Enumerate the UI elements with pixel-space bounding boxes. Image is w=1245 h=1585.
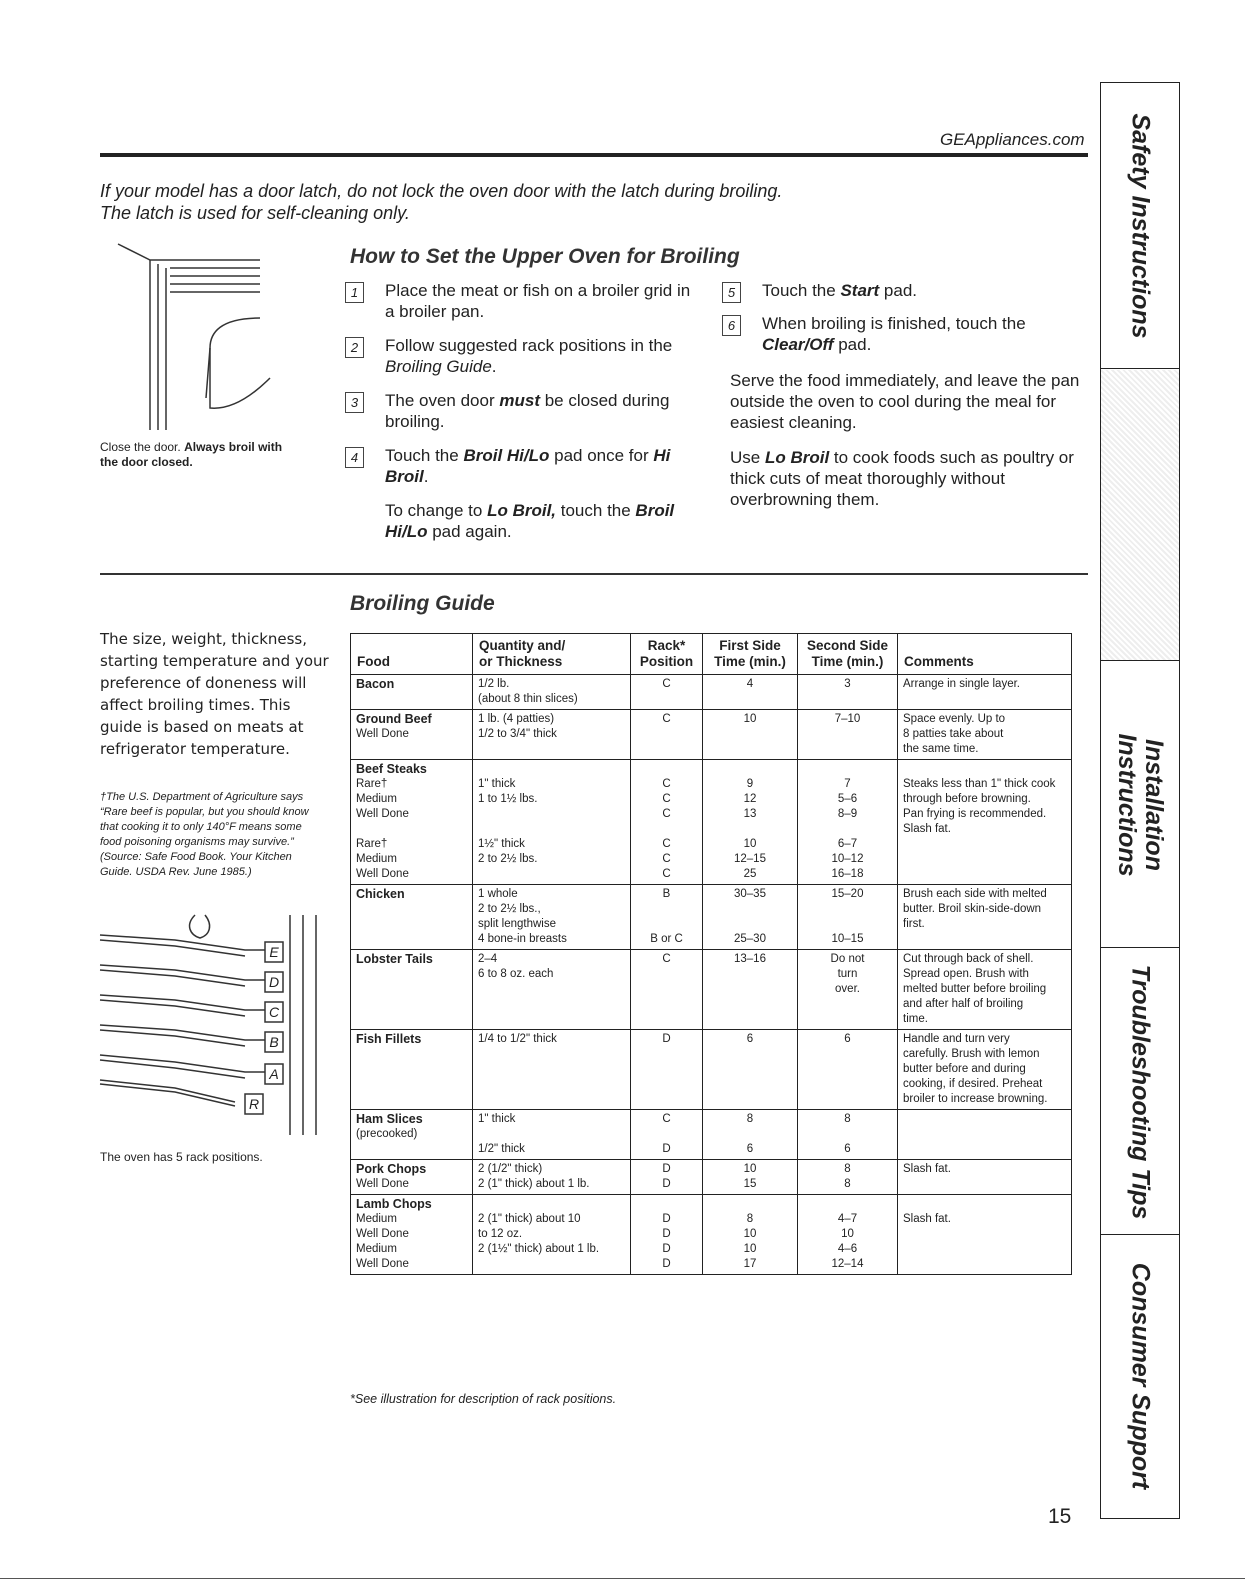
rack-cell: C — [631, 675, 703, 710]
food-doneness: Well Done — [356, 1178, 409, 1190]
comments-cell: Slash fat. — [898, 1160, 1072, 1195]
food-cell — [351, 710, 473, 760]
first-side-cell: 6 — [703, 1030, 798, 1110]
food-cell — [351, 1160, 473, 1195]
second-side-cell: 3 — [798, 675, 898, 710]
food-cell — [351, 885, 473, 950]
rack-label: R — [248, 1096, 260, 1112]
comments-cell: Slash fat. — [898, 1195, 1072, 1275]
step-6: 6 When broiling is finished, touch the Clear/Off pad. — [722, 313, 1082, 357]
food-doneness: Medium Well Done Medium Well Done — [356, 1213, 409, 1270]
step-emphasis: Start — [840, 281, 880, 300]
food-name: Bacon — [356, 677, 395, 691]
tab-label: Safety Instructions — [1126, 112, 1155, 339]
tab-label: Installation Instructions — [1113, 732, 1168, 877]
col-header-rack: Rack* Position — [631, 634, 703, 675]
step-1 — [345, 280, 705, 324]
oven-door-illustration — [110, 238, 290, 438]
quantity-cell: 1" thick 1 to 1½ lbs. 1½" thick 2 to 2½ lbs. — [473, 760, 631, 885]
food-name: Ham Slices — [356, 1112, 423, 1126]
rack-label: C — [268, 1004, 280, 1020]
second-side-cell: 15–20 10–15 — [798, 885, 898, 950]
quantity-cell: 2 (1" thick) about 10 to 12 oz. 2 (1½" thick) about 1 lb. — [473, 1195, 631, 1275]
door-caption — [100, 440, 300, 470]
food-name: Fish Fillets — [356, 1032, 422, 1046]
section-tabs — [1100, 82, 1180, 1519]
food-name: Beef Steaks — [356, 762, 427, 776]
lo-broil-instructions: To change to Lo Broil, touch the Broil Hi/Lo pad again. — [385, 501, 675, 541]
tab-troubleshooting-tips[interactable] — [1101, 949, 1179, 1235]
table-header-row — [351, 634, 1072, 675]
table-row — [351, 710, 1072, 760]
comments-cell — [898, 1110, 1072, 1160]
food-cell — [351, 950, 473, 1030]
food-doneness: Rare† Medium Well Done Rare† Medium Well Done — [356, 778, 409, 880]
comments-cell: Arrange in single layer. — [898, 675, 1072, 710]
door-caption-bold: Always broil with the door closed. — [100, 440, 283, 469]
rack-positions-illustration — [95, 910, 325, 1140]
food-cell — [351, 1110, 473, 1160]
food-doneness: (precooked) — [356, 1128, 418, 1140]
table-row — [351, 1030, 1072, 1110]
comments-cell: Handle and turn very carefully. Brush with lemon butter before and during cooking, if desired. Preheat broiler to increase browning. — [898, 1030, 1072, 1110]
tab-installation-instructions[interactable] — [1101, 662, 1179, 948]
first-side-cell: 9 12 13 10 12–15 25 — [703, 760, 798, 885]
step-text: When broiling is finished, touch the — [762, 314, 1026, 333]
table-row — [351, 760, 1072, 885]
step-4: 4 Touch the Broil Hi/Lo pad once for Hi Broil. — [345, 445, 705, 489]
rack-cell: D D D D — [631, 1195, 703, 1275]
second-side-cell: 8 6 — [798, 1110, 898, 1160]
site-url: GEAppliances.com — [940, 130, 1085, 149]
step-number: 6 — [722, 315, 741, 336]
step-number: 1 — [345, 282, 364, 303]
guide-title: Broiling Guide — [350, 592, 495, 615]
rack-label: E — [269, 944, 279, 960]
quantity-cell: 2 (1/2" thick) 2 (1" thick) about 1 lb. — [473, 1160, 631, 1195]
step-text: Touch the — [762, 281, 841, 300]
rack-cell: D — [631, 1030, 703, 1110]
food-cell — [351, 1195, 473, 1275]
col-header-first-side: First Side Time (min.) — [703, 634, 798, 675]
second-side-cell: Do not turn over. — [798, 950, 898, 1030]
first-side-cell: 10 — [703, 710, 798, 760]
second-side-cell: 8 8 — [798, 1160, 898, 1195]
rack-note: *See illustration for description of rack positions. — [350, 1392, 617, 1406]
quantity-cell: 1/4 to 1/2" thick — [473, 1030, 631, 1110]
table-row — [351, 950, 1072, 1030]
col-header-comments: Comments — [898, 634, 1072, 675]
tab-label: Troubleshooting Tips — [1126, 964, 1155, 1219]
first-side-cell: 30–35 25–30 — [703, 885, 798, 950]
how-to-title: How to Set the Upper Oven for Broiling — [350, 245, 740, 268]
table-row — [351, 1110, 1072, 1160]
door-caption-plain: Close the door. — [100, 440, 181, 454]
latch-warning-line-2: The latch is used for self-cleaning only. — [100, 203, 410, 223]
step-emphasis: Broiling Guide — [385, 357, 492, 376]
food-doneness: Well Done — [356, 728, 409, 740]
step-emphasis: Clear/Off — [762, 335, 834, 354]
first-side-cell: 4 — [703, 675, 798, 710]
step-2: 2 Follow suggested rack positions in the Broiling Guide. — [345, 335, 705, 379]
second-side-cell: 4–7 10 4–6 12–14 — [798, 1195, 898, 1275]
latch-warning — [100, 180, 1000, 224]
rack-cell: B B or C — [631, 885, 703, 950]
guide-intro: The size, weight, thickness, starting temperature and your preference of doneness will affect broiling times. This guide is based on meats at refrigerator temperature. — [100, 630, 329, 758]
step-3: 3 The oven door must be closed during broiling. — [345, 390, 705, 434]
second-side-cell: 7 5–6 8–9 6–7 10–12 16–18 — [798, 760, 898, 885]
food-name: Lamb Chops — [356, 1197, 432, 1211]
second-side-cell: 7–10 — [798, 710, 898, 760]
rack-cell: D D — [631, 1160, 703, 1195]
quantity-cell: 1 lb. (4 patties) 1/2 to 3/4" thick — [473, 710, 631, 760]
step-number: 3 — [345, 392, 364, 413]
step-number: 4 — [345, 447, 364, 468]
food-cell — [351, 1030, 473, 1110]
step-number: 2 — [345, 337, 364, 358]
quantity-cell: 1" thick 1/2" thick — [473, 1110, 631, 1160]
food-cell — [351, 675, 473, 710]
tab-consumer-support[interactable] — [1101, 1236, 1179, 1516]
usda-footnote: †The U.S. Department of Agriculture says “Rare beef is popular, but you should know that cooking it to only 140°F means some food poisoning organisms may survive.” (Source: Safe Food Book. Your Kitchen Guide. USDA Rev. June 1985.) — [100, 791, 309, 878]
step-emphasis: must — [499, 391, 540, 410]
tab-label: Consumer Support — [1126, 1262, 1155, 1490]
comments-cell: Space evenly. Up to 8 patties take about the same time. — [898, 710, 1072, 760]
first-side-cell: 8 10 10 17 — [703, 1195, 798, 1275]
food-cell — [351, 760, 473, 885]
rack-cell: C C C C C C — [631, 760, 703, 885]
comments-cell: Brush each side with melted butter. Broil skin-side-down first. — [898, 885, 1072, 950]
quantity-cell: 1 whole 2 to 2½ lbs., split lengthwise 4 bone-in breasts — [473, 885, 631, 950]
page-number: 15 — [1048, 1505, 1072, 1528]
section-rule — [100, 573, 1088, 575]
rack-cell: C — [631, 950, 703, 1030]
tab-spacer — [1101, 370, 1179, 661]
serve-instructions: Serve the food immediately, and leave the pan outside the oven to cool during the meal for easiest cleaning. — [730, 371, 1080, 432]
table-row — [351, 675, 1072, 710]
rack-cell: C — [631, 710, 703, 760]
first-side-cell: 8 6 — [703, 1110, 798, 1160]
bottom-rule — [0, 1578, 1245, 1579]
table-row — [351, 1160, 1072, 1195]
table-row — [351, 885, 1072, 950]
second-side-cell: 6 — [798, 1030, 898, 1110]
quantity-cell: 2–4 6 to 8 oz. each — [473, 950, 631, 1030]
first-side-cell: 10 15 — [703, 1160, 798, 1195]
broiling-guide-table — [350, 633, 1072, 1275]
col-header-quantity: Quantity and/ or Thickness — [473, 634, 631, 675]
comments-cell: Cut through back of shell. Spread open. Brush with melted butter before broiling and after half of broiling time. — [898, 950, 1072, 1030]
tab-safety-instructions[interactable] — [1101, 83, 1179, 369]
step-5: 5 Touch the Start pad. — [722, 280, 1082, 310]
food-name: Chicken — [356, 887, 405, 901]
rack-caption: The oven has 5 rack positions. — [100, 1150, 263, 1164]
step-text: The oven door — [385, 391, 500, 410]
rack-label: A — [269, 1066, 279, 1082]
step-text: Follow suggested rack positions in the — [385, 336, 673, 355]
step-emphasis: Broil Hi/Lo — [463, 446, 550, 465]
step-text: Place the meat or fish on a broiler grid in a broiler pan. — [385, 281, 691, 321]
food-name: Pork Chops — [356, 1162, 427, 1176]
rack-cell: C D — [631, 1110, 703, 1160]
header-rule — [100, 153, 1088, 157]
food-name: Lobster Tails — [356, 952, 433, 966]
first-side-cell: 13–16 — [703, 950, 798, 1030]
table-row — [351, 1195, 1072, 1275]
quantity-cell: 1/2 lb. (about 8 thin slices) — [473, 675, 631, 710]
rack-label: D — [268, 974, 280, 990]
comments-cell: Steaks less than 1" thick cook through before browning. Pan frying is recommended. Slash fat. — [898, 760, 1072, 885]
step-text: Touch the — [385, 446, 464, 465]
latch-warning-line-1: If your model has a door latch, do not lock the oven door with the latch during broiling. — [100, 181, 783, 201]
col-header-second-side: Second Side Time (min.) — [798, 634, 898, 675]
rack-label: B — [269, 1034, 279, 1050]
step-number: 5 — [722, 282, 741, 303]
food-name: Ground Beef — [356, 712, 432, 726]
col-header-food: Food — [351, 634, 473, 675]
lo-broil-use: Use Lo Broil to cook foods such as poultry or thick cuts of meat thoroughly without overbrowning them. — [730, 448, 1074, 509]
